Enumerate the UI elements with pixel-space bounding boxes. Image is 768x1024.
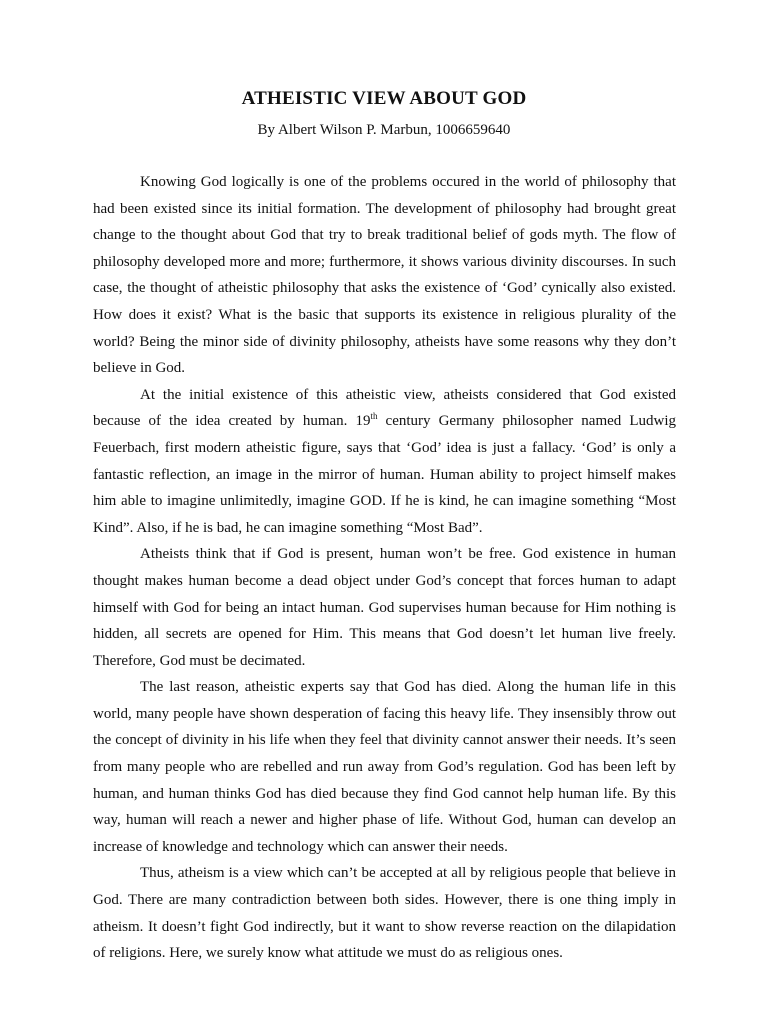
document-body [93, 169, 676, 967]
paragraph-2-part-1: At the initial existence of this atheistic view, atheists considered that God existed because of the idea created by human. 19 [93, 386, 676, 430]
paragraph-2-part-2: century Germany philosopher named Ludwig Feuerbach, first modern atheistic figure, says that ‘God’ idea is just a fallacy. ‘God’ is only a fantastic reflection, an image in the mirror of human. Human ability to project himself makes him able to imagine unlimitedly, imagine GOD. If he is kind, he can imagine something “Most Kind”. Also, if he is bad, he can imagine something “Most Bad”. [93, 413, 677, 536]
paragraph-4: The last reason, atheistic experts say that God has died. Along the human life in this world, many people have shown desperation of facing this heavy life. They insensibly throw out the concept of divinity in his life when they feel that divinity cannot answer their needs. It’s seen from many people who are rebelled and run away from God’s regulation. God has been left by human, and human thinks God has died because they find God cannot help human life. By this way, human will reach a newer and higher phase of life. Without God, human can develop an increase of knowledge and technology which can answer their needs. [93, 679, 676, 855]
paragraph-2 [93, 382, 676, 542]
paragraph-5: Thus, atheism is a view which can’t be accepted at all by religious people that believe in God. There are many contradiction between both sides. However, there is one thing imply in atheism. It doesn’t fight God indirectly, but it want to show reverse reaction on the dilapidation of religions. Here, we surely know what attitude we must do as religious ones. [93, 865, 676, 962]
paragraph-3: Atheists think that if God is present, human won’t be free. God existence in human thought makes human become a dead object under God’s concept that forces human to adapt himself with God for being an intact human. God supervises human because for Him nothing is hidden, all secrets are opened for Him. This means that God doesn’t let human live freely. Therefore, God must be decimated. [93, 546, 676, 669]
paragraph-1: Knowing God logically is one of the problems occured in the world of philosophy that had been existed since its initial formation. The development of philosophy had brought great change to the thought about God that try to break traditional belief of gods myth. The flow of philosophy developed more and more; furthermore, it shows various divinity discourses. In such case, the thought of atheistic philosophy that asks the existence of ‘God’ cynically also existed. How does it exist? What is the basic that supports its existence in religious plurality of the world? Being the minor side of divinity philosophy, atheists have some reasons why they don’t believe in God. [93, 174, 676, 377]
superscript-ordinal: th [370, 411, 378, 422]
document-title: ATHEISTIC VIEW ABOUT GOD [241, 88, 527, 109]
author-byline: By Albert Wilson P. Marbun, 1006659640 [257, 122, 511, 138]
